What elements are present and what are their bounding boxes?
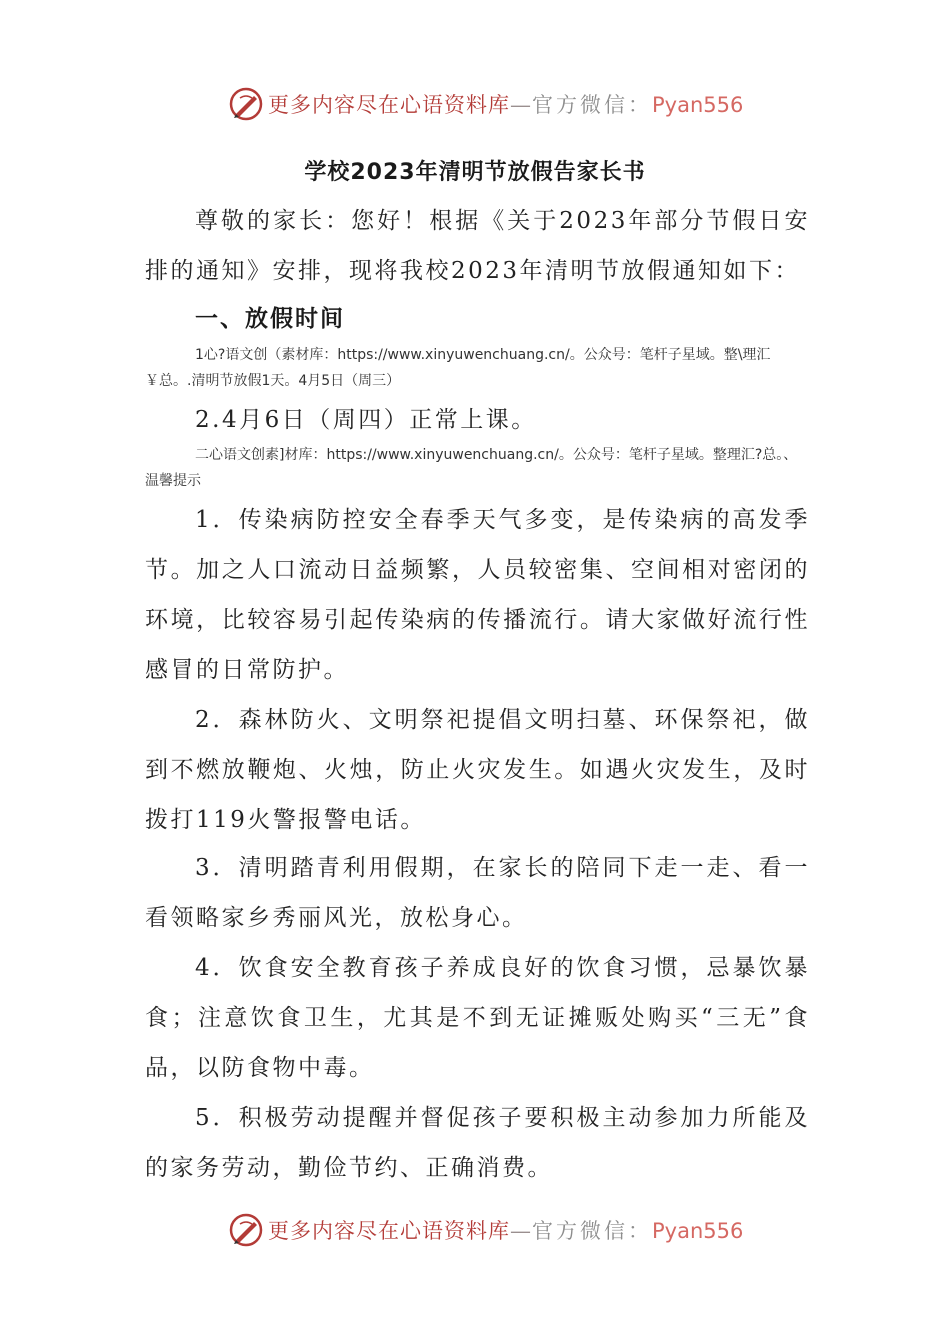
banner-main-text: 更多内容尽在心语资料库 bbox=[268, 93, 510, 117]
tip-paragraph-2: 2．森林防火、文明祭祀提倡文明扫墓、环保祭祀，做到不燃放鞭炮、火烛，防止火灾发生。如遇火灾发生，及时拨打119火警报警电话。 bbox=[145, 707, 810, 833]
banner-text bbox=[268, 1215, 743, 1245]
banner-main-text: 更多内容尽在心语资料库 bbox=[268, 1219, 510, 1243]
banner-dash: — bbox=[510, 93, 532, 117]
intro-paragraph: 尊敬的家长：您好！根据《关于2023年部分节假日安排的通知》安排，现将我校2023年清明节放假通知如下： bbox=[145, 208, 810, 284]
banner-wechat-id: Pyan556 bbox=[652, 1219, 744, 1243]
banner-wechat-id: Pyan556 bbox=[652, 93, 744, 117]
tip-paragraph-3: 3．清明踏青利用假期，在家长的陪同下走一走、看一看领略家乡秀丽风光，放松身心。 bbox=[145, 855, 810, 931]
header-banner bbox=[228, 84, 748, 124]
banner-wechat-label: 官方微信： bbox=[532, 93, 652, 117]
document-title: 学校2023年清明节放假告家长书 bbox=[304, 160, 646, 185]
pen-logo-icon bbox=[228, 86, 264, 122]
note-paragraph-2: 二心语文创素]材库：https://www.xinyuwenchuang.cn/。公众号：笔杆子星域。整理汇?总。、温馨提示 bbox=[145, 447, 798, 489]
tip-paragraph-1: 1．传染病防控安全春季天气多变，是传染病的高发季节。加之人口流动日益频繁，人员较密集、空间相对密闭的环境，比较容易引起传染病的传播流行。请大家做好流行性感冒的日常防护。 bbox=[145, 507, 810, 683]
banner-dash: — bbox=[510, 1219, 532, 1243]
note-paragraph-1: 1心?语文创（素材库：https://www.xinyuwenchuang.cn/。公众号：笔杆子星域。整\理汇￥总。.清明节放假1天。4月5日（周三） bbox=[145, 347, 771, 389]
banner-text bbox=[268, 89, 743, 119]
tip-paragraph-5: 5．积极劳动提醒并督促孩子要积极主动参加力所能及的家务劳动，勤俭节约、正确消费。 bbox=[145, 1105, 810, 1181]
pen-logo-icon bbox=[228, 1212, 264, 1248]
section-heading-holiday-time: 一、放假时间 bbox=[195, 306, 345, 332]
banner-wechat-label: 官方微信： bbox=[532, 1219, 652, 1243]
item-paragraph-2: 2.4月6日（周四）正常上课。 bbox=[195, 407, 537, 433]
tip-paragraph-4: 4．饮食安全教育孩子养成良好的饮食习惯，忌暴饮暴食；注意饮食卫生，尤其是不到无证摊贩处购买“三无”食品，以防食物中毒。 bbox=[145, 955, 810, 1081]
footer-banner bbox=[228, 1210, 748, 1250]
